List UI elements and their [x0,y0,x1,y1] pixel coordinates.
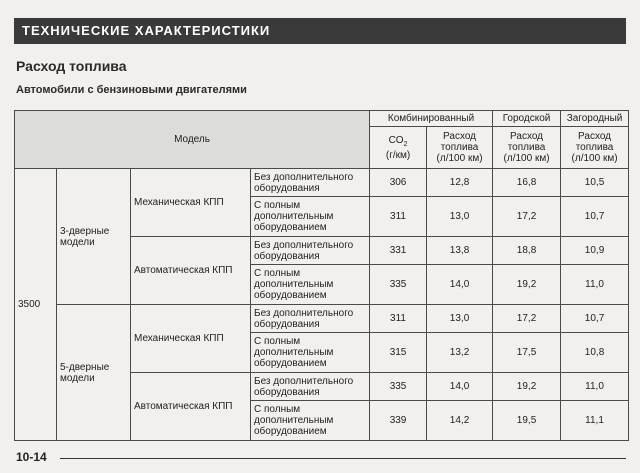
co2-unit: (г/км) [385,149,411,161]
co2-value: 339 [370,401,427,441]
equipment-cell: С полным дополнительным оборудованием [251,197,370,237]
equipment-cell: Без дополнительного оборудования [251,237,370,265]
co2-value: 335 [370,373,427,401]
footer-divider [60,458,626,459]
section-subtitle: Автомобили с бензиновыми двигателями [16,84,247,96]
extra-urban-value: 10,5 [561,169,629,197]
model-header: Модель [15,111,370,169]
transmission-manual-3door: Механическая КПП [131,169,251,237]
co2-header [370,127,427,169]
combined-value: 14,0 [427,373,493,401]
urban-value: 17,2 [493,197,561,237]
urban-value: 17,2 [493,305,561,333]
equipment-cell: Без дополнительного оборудования [251,305,370,333]
co2-value: 315 [370,333,427,373]
co2-value: 331 [370,237,427,265]
equipment-cell: С полным дополнительным оборудованием [251,401,370,441]
combined-value: 13,0 [427,305,493,333]
extra-urban-value: 10,9 [561,237,629,265]
urban-consumption-header: Расход топлива (л/100 км) [493,127,561,169]
co2-label: CO [388,134,404,146]
urban-value: 19,5 [493,401,561,441]
co2-value: 335 [370,265,427,305]
engine-cell: 3500 [15,169,57,441]
combined-header: Комбинированный [370,111,493,127]
combined-value: 14,2 [427,401,493,441]
extra-urban-value: 11,0 [561,265,629,305]
urban-value: 19,2 [493,265,561,305]
body-3door: 3-дверные модели [57,169,131,305]
co2-value: 311 [370,197,427,237]
transmission-manual-5door: Механическая КПП [131,305,251,373]
co2-value: 306 [370,169,427,197]
combined-value: 13,0 [427,197,493,237]
section-title: Расход топлива [16,58,127,74]
equipment-cell: С полным дополнительным оборудованием [251,265,370,305]
body-5door: 5-дверные модели [57,305,131,441]
extra-urban-value: 10,8 [561,333,629,373]
combined-value: 12,8 [427,169,493,197]
urban-value: 17,5 [493,333,561,373]
urban-value: 18,8 [493,237,561,265]
chapter-header: ТЕХНИЧЕСКИЕ ХАРАКТЕРИСТИКИ [14,18,626,44]
extra-urban-header: Загородный [561,111,629,127]
urban-value: 19,2 [493,373,561,401]
combined-value: 14,0 [427,265,493,305]
extra-urban-value: 11,1 [561,401,629,441]
equipment-cell: Без дополнительного оборудования [251,169,370,197]
fuel-consumption-table [14,110,629,441]
extra-urban-value: 11,0 [561,373,629,401]
page-number: 10-14 [16,450,47,464]
extra-urban-value: 10,7 [561,197,629,237]
urban-value: 16,8 [493,169,561,197]
combined-value: 13,2 [427,333,493,373]
equipment-cell: Без дополнительного оборудования [251,373,370,401]
combined-value: 13,8 [427,237,493,265]
equipment-cell: С полным дополнительным оборудованием [251,333,370,373]
co2-value: 311 [370,305,427,333]
transmission-auto-5door: Автоматическая КПП [131,373,251,441]
extra-urban-value: 10,7 [561,305,629,333]
transmission-auto-3door: Автоматическая КПП [131,237,251,305]
co2-subscript: 2 [403,140,408,148]
extra-urban-consumption-header: Расход топлива (л/100 км) [561,127,629,169]
combined-consumption-header: Расход топлива (л/100 км) [427,127,493,169]
urban-header: Городской [493,111,561,127]
